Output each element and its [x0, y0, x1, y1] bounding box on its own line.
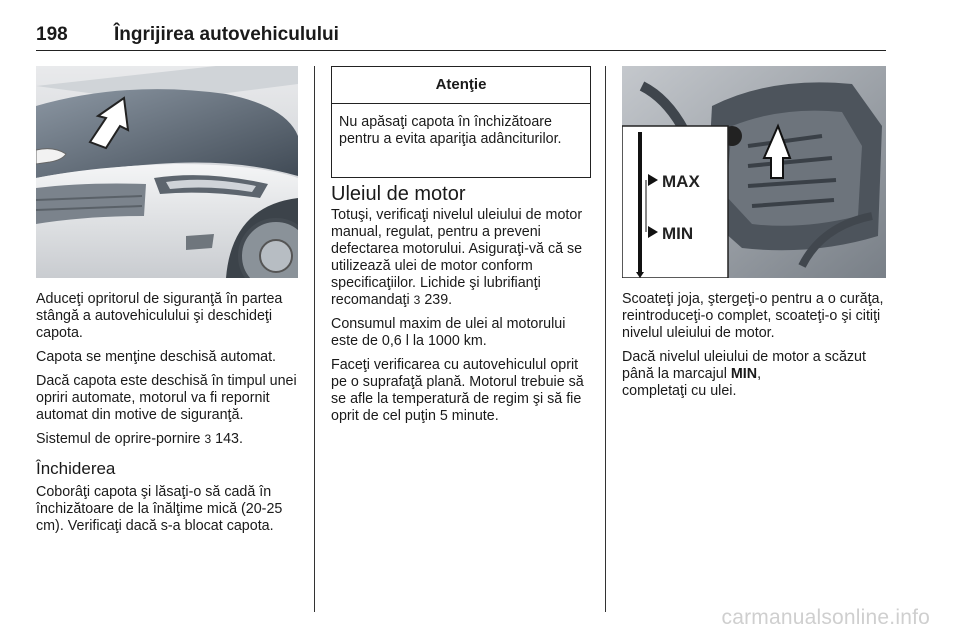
reference-text: Sistemul de oprire-pornire [36, 431, 201, 447]
warning-text: Nu apăsaţi capota în închizătoare pentru a evita apariţia adânciturilor. [339, 114, 562, 147]
paragraph-with-reference [36, 431, 300, 448]
right-column-text [622, 291, 884, 400]
paragraph: Scoateţi joja, ştergeţi-o pentru a o curăţa, reintroduceţi-o complet, scoateţi-o şi citiţi nivelul uleiului de motor. [622, 291, 884, 341]
paragraph: Consumul maxim de ulei al motorului este de 0,6 l la 1000 km. [331, 316, 566, 349]
paragraph: Coborâţi capota şi lăsaţi-o să cadă în închizătoare de la înălţime mică (20-25 cm). Verificaţi dacă s-a blocat capota. [36, 484, 283, 534]
section-heading: Închiderea [36, 459, 116, 478]
column-divider-2 [605, 66, 606, 612]
paragraph: Aduceţi opritorul de siguranţă în partea stângă a autovehiculului şi deschideţi capota. [36, 291, 283, 341]
left-column-text [36, 291, 300, 535]
paragraph-text: Totuşi, verificaţi nivelul uleiului de motor manual, regulat, pentru a preveni defectarea motorului. Asiguraţi-vă că se utilizează ulei de motor conform specificaţiilor. Lichide şi lubrifianţi recomandaţi [331, 207, 583, 308]
page-reference-arrow-icon: 3 [204, 432, 212, 446]
warning-title: Atenţie [332, 67, 590, 104]
paragraph-with-reference [331, 207, 593, 309]
reference-page: 239. [420, 292, 453, 308]
warning-box [331, 66, 591, 178]
paragraph-end: , completaţi cu ulei. [622, 366, 762, 399]
paragraph: Faceţi verificarea cu autovehiculul oprit pe o suprafaţă plană. Motorul trebuie să se afle la temperatură de regim şi să fie oprit de cel puţin 5 minute. [331, 357, 584, 424]
max-label: MAX [662, 172, 700, 191]
page-reference-arrow-icon: 3 [413, 293, 421, 307]
column-divider-1 [314, 66, 315, 612]
car-hood-illustration [36, 66, 298, 278]
page-number: 198 [36, 24, 68, 45]
engine-dipstick-illustration [622, 66, 886, 278]
section-heading: Uleiul de motor [331, 183, 466, 205]
page-header [36, 4, 886, 51]
watermark: carmanualsonline.info [721, 606, 930, 629]
paragraph: Capota se menţine deschisă automat. [36, 349, 277, 365]
min-label: MIN [662, 224, 694, 243]
paragraph: Dacă capota este deschisă în timpul unei opriri automate, motorul va fi repornit automat din motive de siguranţă. [36, 373, 297, 423]
middle-column-text [331, 183, 593, 425]
paragraph-text: Dacă nivelul uleiului de motor a scăzut până la marcajul [622, 349, 866, 382]
reference-page: 143. [211, 431, 243, 447]
car-hood-figure [36, 66, 298, 278]
min-mark-text: MIN [730, 366, 758, 382]
page-title: Îngrijirea autovehiculului [114, 24, 339, 45]
engine-dipstick-figure [622, 66, 886, 278]
paragraph-with-bold [622, 349, 884, 400]
